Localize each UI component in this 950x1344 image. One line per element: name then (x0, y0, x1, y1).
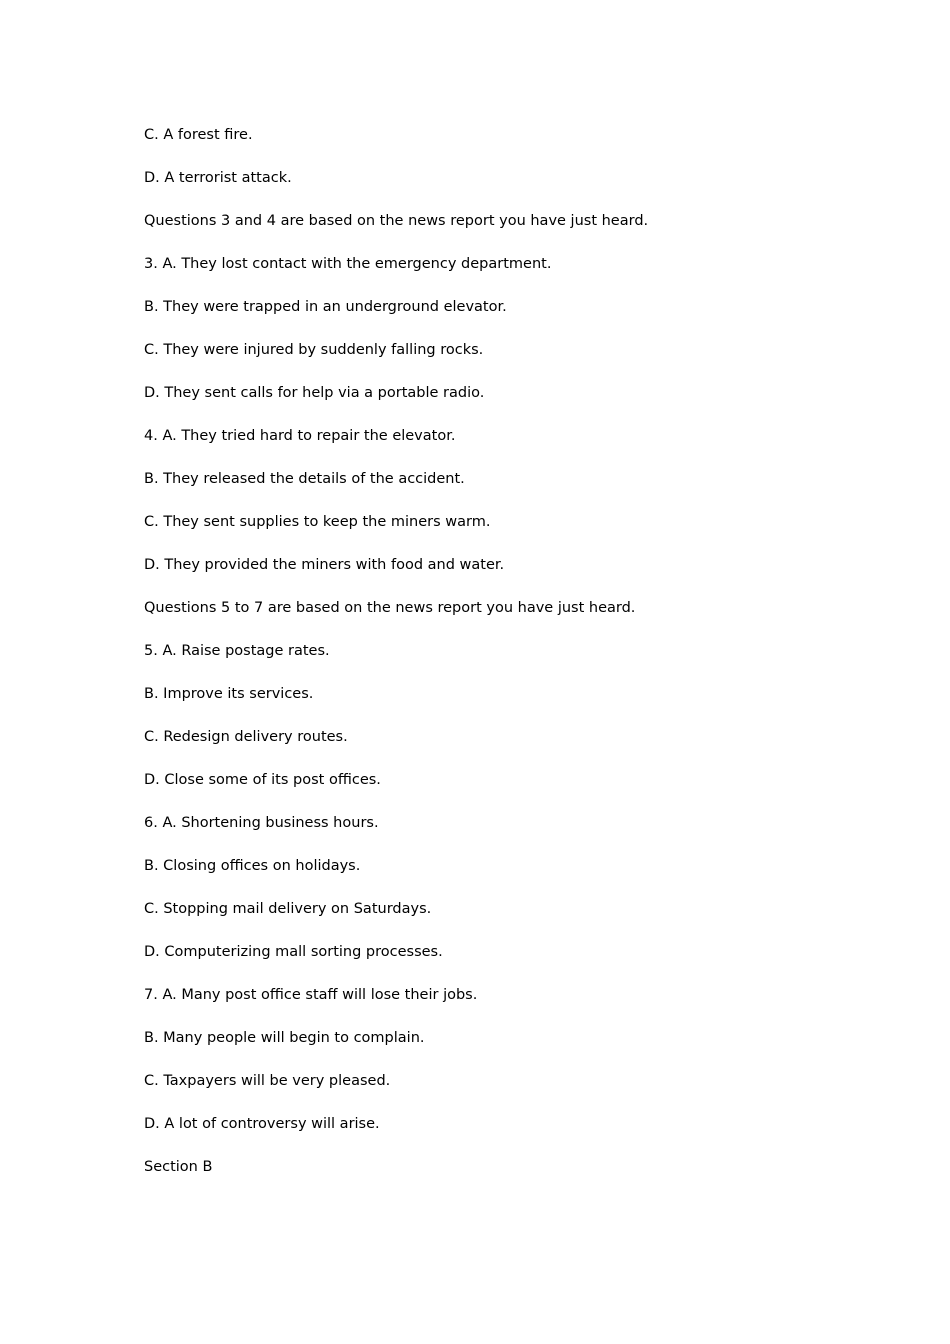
question-7-option-d: D. A lot of controversy will arise. (144, 1116, 380, 1132)
question-7-option-b: B. Many people will begin to complain. (144, 1030, 425, 1046)
question-4-option-c: C. They sent supplies to keep the miners warm. (144, 514, 491, 530)
question-3-option-c: C. They were injured by suddenly falling rocks. (144, 342, 484, 358)
question-3-option-d: D. They sent calls for help via a portable radio. (144, 385, 485, 401)
question-5-option-b: B. Improve its services. (144, 686, 314, 702)
question-3-option-b: B. They were trapped in an underground elevator. (144, 299, 507, 315)
section-b-heading: Section B (144, 1159, 213, 1175)
question-7-option-c: C. Taxpayers will be very pleased. (144, 1073, 391, 1089)
question-4-option-d: D. They provided the miners with food and water. (144, 557, 505, 573)
question-3-option-a: 3. A. They lost contact with the emergency department. (144, 256, 552, 272)
questions-5-7-instruction: Questions 5 to 7 are based on the news report you have just heard. (144, 600, 636, 616)
questions-3-4-instruction: Questions 3 and 4 are based on the news report you have just heard. (144, 213, 649, 229)
option-d-terrorist-attack: D. A terrorist attack. (144, 170, 292, 186)
question-6-option-c: C. Stopping mail delivery on Saturdays. (144, 901, 432, 917)
question-6-option-a: 6. A. Shortening business hours. (144, 815, 379, 831)
question-5-option-c: C. Redesign delivery routes. (144, 729, 348, 745)
question-6-option-d: D. Computerizing mall sorting processes. (144, 944, 443, 960)
question-4-option-b: B. They released the details of the accident. (144, 471, 465, 487)
question-7-option-a: 7. A. Many post office staff will lose their jobs. (144, 987, 478, 1003)
document-body (144, 124, 648, 1199)
question-5-option-a: 5. A. Raise postage rates. (144, 643, 330, 659)
question-6-option-b: B. Closing offices on holidays. (144, 858, 361, 874)
option-c-forest-fire: C. A forest fire. (144, 127, 253, 143)
question-4-option-a: 4. A. They tried hard to repair the elevator. (144, 428, 456, 444)
question-5-option-d: D. Close some of its post offices. (144, 772, 381, 788)
